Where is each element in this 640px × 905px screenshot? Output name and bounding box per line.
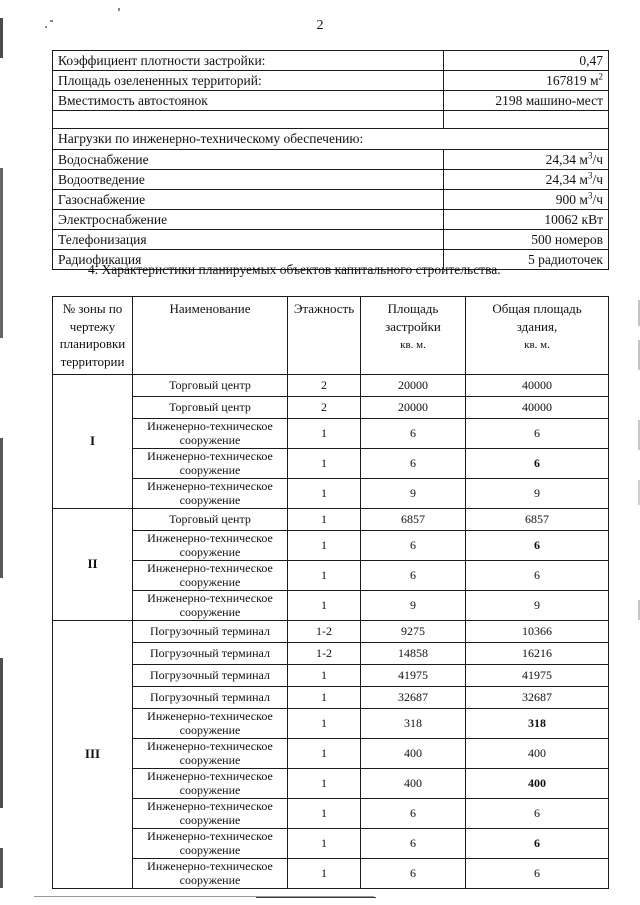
table-row	[53, 859, 609, 889]
table-header-row	[53, 297, 609, 375]
table-row	[53, 449, 609, 479]
table-row	[53, 375, 609, 397]
build-area-cell: 6	[361, 531, 466, 561]
indicator-label: Электроснабжение	[53, 210, 444, 230]
indicator-label: Коэффициент плотности застройки:	[53, 51, 444, 71]
table-row	[53, 509, 609, 531]
floors-cell: 1	[288, 479, 361, 509]
object-name-cell: Инженерно-техническое сооружение	[133, 561, 288, 591]
indicators-table-body	[53, 51, 609, 270]
header-floors: Этажность	[288, 297, 361, 375]
build-area-cell: 20000	[361, 397, 466, 419]
table-row	[53, 643, 609, 665]
spacer-cell	[53, 111, 444, 129]
object-name-cell: Торговый центр	[133, 509, 288, 531]
table-row	[53, 687, 609, 709]
object-name-cell: Погрузочный терминал	[133, 643, 288, 665]
table-row	[53, 665, 609, 687]
floors-cell: 1	[288, 769, 361, 799]
project-indicators-table	[52, 50, 609, 270]
table-row	[53, 419, 609, 449]
indicator-value: 900 $м^3/ч$	[444, 190, 609, 210]
section-row-label: Нагрузки по инженерно-техническому обеспечению:	[53, 129, 609, 150]
objects-table-body	[53, 375, 609, 889]
indicator-value: 167819 $м^2$	[444, 71, 609, 91]
object-name-cell: Инженерно-техническое сооружение	[133, 769, 288, 799]
header-zone: № зоны по чертежу планировки территории	[53, 297, 133, 375]
total-area-cell: 40000	[466, 397, 609, 419]
object-name-cell: Инженерно-техническое сооружение	[133, 531, 288, 561]
table-row	[53, 799, 609, 829]
floors-cell: 1	[288, 531, 361, 561]
object-name-cell: Инженерно-техническое сооружение	[133, 449, 288, 479]
floors-cell: 1-2	[288, 643, 361, 665]
total-area-cell: 6	[466, 829, 609, 859]
object-name-cell: Инженерно-техническое сооружение	[133, 709, 288, 739]
floors-cell: 1	[288, 709, 361, 739]
table-row	[53, 829, 609, 859]
indicator-value: 0,47	[444, 51, 609, 71]
floors-cell: 1	[288, 419, 361, 449]
table-row	[53, 621, 609, 643]
header-total-area-main: Общая площадь здания,	[492, 301, 582, 334]
indicator-value: 24,34 $м^3/ч$	[444, 170, 609, 190]
object-name-cell: Торговый центр	[133, 397, 288, 419]
table-row	[53, 769, 609, 799]
indicator-value: 10062 кВт	[444, 210, 609, 230]
indicator-label: Площадь озелененных территорий:	[53, 71, 444, 91]
build-area-cell: 6	[361, 449, 466, 479]
table-row	[53, 51, 609, 71]
indicator-label: Вместимость автостоянок	[53, 91, 444, 111]
header-build-area-unit: кв. м.	[400, 339, 426, 352]
total-area-cell: 40000	[466, 375, 609, 397]
floors-cell: 1	[288, 509, 361, 531]
unit-superscript: 3	[587, 150, 593, 161]
build-area-cell: 6857	[361, 509, 466, 531]
unit-superscript: 3	[587, 170, 593, 181]
table-row	[53, 709, 609, 739]
total-area-cell: 9	[466, 591, 609, 621]
table-row	[53, 561, 609, 591]
floors-cell: 2	[288, 397, 361, 419]
total-area-cell: 10366	[466, 621, 609, 643]
header-name: Наименование	[133, 297, 288, 375]
build-area-cell: 6	[361, 419, 466, 449]
total-area-cell: 6	[466, 419, 609, 449]
object-name-cell: Инженерно-техническое сооружение	[133, 829, 288, 859]
zone-label: I	[53, 375, 133, 509]
objects-table-head	[53, 297, 609, 375]
object-name-cell: Погрузочный терминал	[133, 621, 288, 643]
floors-cell: 1	[288, 665, 361, 687]
total-area-cell: 6	[466, 449, 609, 479]
build-area-cell: 14858	[361, 643, 466, 665]
page-number: 2	[316, 18, 324, 33]
floors-cell: 1	[288, 829, 361, 859]
total-area-cell: 6	[466, 561, 609, 591]
floors-cell: 1	[288, 739, 361, 769]
total-area-cell: 400	[466, 769, 609, 799]
scan-speck	[118, 8, 120, 11]
object-name-cell: Инженерно-техническое сооружение	[133, 479, 288, 509]
unit-superscript: 2	[598, 71, 603, 82]
total-area-cell: 6857	[466, 509, 609, 531]
build-area-cell: 9	[361, 479, 466, 509]
floors-cell: 2	[288, 375, 361, 397]
capital-construction-objects-table	[52, 296, 609, 889]
indicator-value: 24,34 $м^3/ч$	[444, 150, 609, 170]
build-area-cell: 9275	[361, 621, 466, 643]
zone-label: II	[53, 509, 133, 621]
build-area-cell: 6	[361, 829, 466, 859]
build-area-cell: 41975	[361, 665, 466, 687]
total-area-cell: 41975	[466, 665, 609, 687]
floors-cell: 1	[288, 859, 361, 889]
total-area-cell: 32687	[466, 687, 609, 709]
table-row	[53, 210, 609, 230]
floors-cell: 1-2	[288, 621, 361, 643]
floors-cell: 1	[288, 591, 361, 621]
total-area-cell: 400	[466, 739, 609, 769]
indicator-value: 2198 машино-мест	[444, 91, 609, 111]
object-name-cell: Инженерно-техническое сооружение	[133, 859, 288, 889]
floors-cell: 1	[288, 799, 361, 829]
table-row	[53, 170, 609, 190]
header-total-area	[466, 297, 609, 375]
section-heading: 4. Характеристики планируемых объектов капитального строительства.	[88, 262, 501, 277]
build-area-cell: 20000	[361, 375, 466, 397]
object-name-cell: Погрузочный терминал	[133, 687, 288, 709]
object-name-cell: Инженерно-техническое сооружение	[133, 419, 288, 449]
indicator-value: 500 номеров	[444, 230, 609, 250]
footer-rule-dark	[256, 897, 376, 898]
table-row	[53, 479, 609, 509]
header-build-area	[361, 297, 466, 375]
total-area-cell: 6	[466, 531, 609, 561]
indicator-label: Водоотведение	[53, 170, 444, 190]
table-row	[53, 129, 609, 150]
table-row	[53, 397, 609, 419]
total-area-cell: 16216	[466, 643, 609, 665]
table-row	[53, 111, 609, 129]
indicator-value: 5 радиоточек	[444, 250, 609, 270]
total-area-cell: 6	[466, 799, 609, 829]
build-area-cell: 32687	[361, 687, 466, 709]
build-area-cell: 318	[361, 709, 466, 739]
floors-cell: 1	[288, 449, 361, 479]
table-row	[53, 71, 609, 91]
total-area-cell: 318	[466, 709, 609, 739]
table-row	[53, 150, 609, 170]
build-area-cell: 400	[361, 769, 466, 799]
indicator-label: Газоснабжение	[53, 190, 444, 210]
indicator-label: Радиофикация	[53, 250, 444, 270]
floors-cell: 1	[288, 561, 361, 591]
floors-cell: 1	[288, 687, 361, 709]
object-name-cell: Погрузочный терминал	[133, 665, 288, 687]
table-row	[53, 739, 609, 769]
scan-artifact-left-edge	[0, 18, 3, 888]
table-row	[53, 531, 609, 561]
total-area-cell: 6	[466, 859, 609, 889]
unit-superscript: 3	[587, 190, 593, 201]
table-row	[53, 591, 609, 621]
indicator-label: Водоснабжение	[53, 150, 444, 170]
build-area-cell: 6	[361, 799, 466, 829]
build-area-cell: 400	[361, 739, 466, 769]
build-area-cell: 9	[361, 591, 466, 621]
table-row	[53, 190, 609, 210]
spacer-cell	[444, 111, 609, 129]
total-area-cell: 9	[466, 479, 609, 509]
header-build-area-main: Площадь застройки	[385, 301, 441, 334]
header-total-area-unit: кв. м.	[524, 339, 550, 352]
object-name-cell: Инженерно-техническое сооружение	[133, 799, 288, 829]
indicator-label: Телефонизация	[53, 230, 444, 250]
table-row	[53, 91, 609, 111]
table-row	[53, 230, 609, 250]
object-name-cell: Инженерно-техническое сооружение	[133, 739, 288, 769]
object-name-cell: Торговый центр	[133, 375, 288, 397]
build-area-cell: 6	[361, 859, 466, 889]
zone-label: III	[53, 621, 133, 889]
object-name-cell: Инженерно-техническое сооружение	[133, 591, 288, 621]
build-area-cell: 6	[361, 561, 466, 591]
